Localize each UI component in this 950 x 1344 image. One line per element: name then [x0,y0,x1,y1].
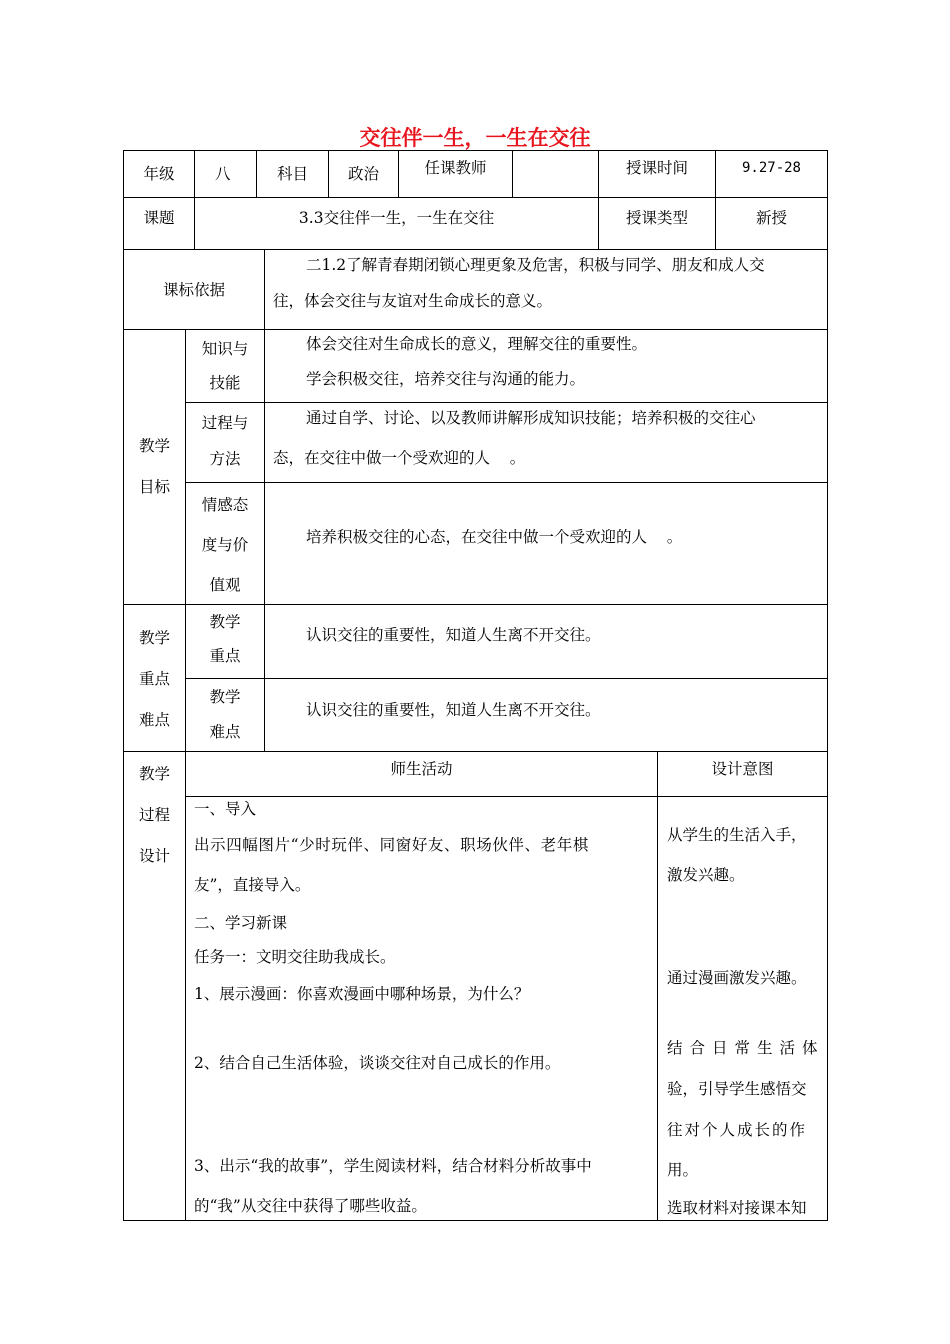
knowledge-line-1: 体会交往对生命成长的意义，理解交往的重要性。 [306,335,648,353]
intent-line: 从学生的生活入手， [667,826,807,844]
process-design-label [123,751,185,1220]
intent-line: 激发兴趣。 [667,866,745,884]
emotion-content [264,482,827,604]
goals-label [123,329,185,604]
subject-label: 科目 [256,150,328,197]
process-label-1: 过程与 [201,414,249,432]
type-label: 授课类型 [598,197,715,249]
activity-line: 任务一：文明交往助我成长。 [194,948,396,966]
emotion-label-1: 情感态 [201,496,249,514]
activity-line: 出示四幅图片“少时玩伴、同窗好友、职场伙伴、老年棋 [194,836,589,854]
goals-label-2: 目标 [138,478,170,496]
time-value: 9.27-28 [715,150,827,197]
standard-content [264,249,827,329]
key-point-label-1: 教学 [209,613,241,631]
table-right-border [827,150,828,1220]
key-point-label [185,604,264,678]
intent-line: 验，引导学生感悟交 [667,1080,807,1098]
intent-column-header: 设计意图 [657,751,827,796]
activity-line: 二、学习新课 [194,914,288,932]
process-label [185,402,264,482]
topic-label: 课题 [123,197,194,249]
activity-column-header: 师生活动 [185,751,657,796]
intent-line: 通过漫画激发兴趣。 [667,969,807,987]
grade-label: 年级 [123,150,194,197]
goals-label-1: 教学 [138,437,170,455]
intent-line: 往对个人成长的作 [667,1121,808,1139]
process-design-label-2: 过程 [138,806,170,824]
standard-label: 课标依据 [123,249,264,329]
emotion-label-3: 值观 [209,576,241,594]
process-design-label-1: 教学 [138,765,170,783]
intent-line: 用。 [667,1161,699,1179]
table-bottom-border [123,1220,828,1221]
topic-value: 3.3交往伴一生，一生在交往 [194,197,598,249]
activity-line: 友”，直接导入。 [194,876,311,894]
emotion-line-1: 培养积极交往的心态，在交往中做一个受欢迎的人 。 [306,528,683,546]
intent-line: 选取材料对接课本知 [667,1199,807,1217]
activity-line: 1、展示漫画：你喜欢漫画中哪种场景，为什么？ [194,985,530,1003]
difficult-point-text: 认识交往的重要性，知道人生离不开交往。 [306,701,601,719]
standard-line-1: 二1.2了解青春期闭锁心理更象及危害，积极与同学、朋友和成人交 [306,256,765,274]
key-point-text: 认识交往的重要性，知道人生离不开交往。 [306,626,601,644]
knowledge-content [264,329,827,402]
difficult-point-label-1: 教学 [209,688,241,706]
knowledge-line-2: 学会积极交往，培养交往与沟通的能力。 [306,370,586,388]
emotion-label-2: 度与价 [201,536,249,554]
subject-value: 政治 [328,150,398,197]
process-label-2: 方法 [209,450,241,468]
teacher-label: 任课教师 [398,150,512,197]
difficult-point-label-2: 难点 [209,723,241,741]
activity-line: 一、导入 [194,800,257,818]
knowledge-label-1: 知识与 [201,340,249,358]
teacher-value [512,150,598,197]
knowledge-label-2: 技能 [209,374,241,392]
key-point-label-2: 重点 [209,647,241,665]
process-content [264,402,827,482]
grade-value: 八 [194,150,256,197]
emotion-label [185,482,264,604]
activity-line: 2、结合自己生活体验，谈谈交往对自己成长的作用。 [194,1054,561,1072]
focus-label-2: 重点 [138,670,170,688]
type-value: 新授 [715,197,827,249]
time-label: 授课时间 [598,150,715,197]
key-point-content [264,604,827,678]
process-design-label-3: 设计 [138,847,170,865]
document-title: 交往伴一生，一生在交往 [359,126,591,150]
activity-content [185,796,657,1220]
focus-label [123,604,185,751]
intent-content [657,796,827,1220]
focus-label-3: 难点 [138,711,170,729]
intent-line: 结合日常生活体 [667,1039,825,1057]
focus-label-1: 教学 [138,629,170,647]
difficult-point-label [185,678,264,751]
activity-line: 的“我”从交往中获得了哪些收益。 [194,1197,427,1215]
difficult-point-content [264,678,827,751]
process-line-1: 通过自学、讨论、以及教师讲解形成知识技能；培养积极的交往心 [306,409,756,427]
process-line-2: 态，在交往中做一个受欢迎的人 。 [273,449,526,467]
standard-line-2: 往，体会交往与友谊对生命成长的意义。 [273,292,553,310]
knowledge-label [185,329,264,402]
activity-line: 3、出示“我的故事”，学生阅读材料，结合材料分析故事中 [194,1157,592,1175]
